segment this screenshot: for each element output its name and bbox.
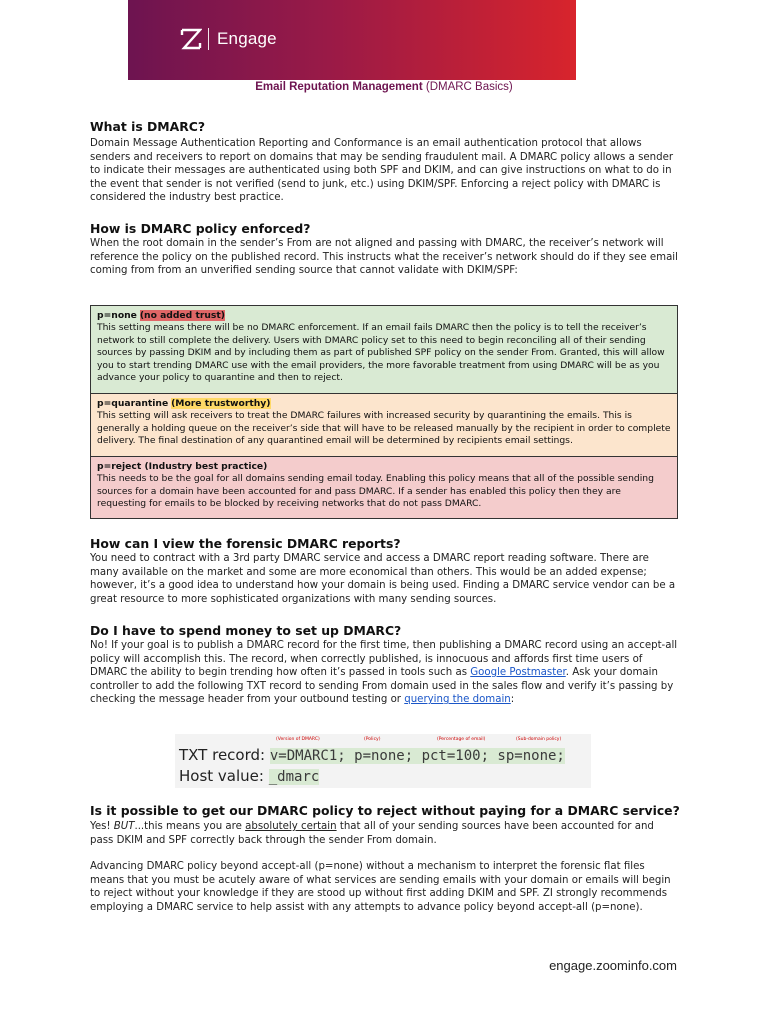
section-heading: How is DMARC policy enforced? (90, 221, 311, 236)
body-text: . Ask your domain controller to add the following TXT record to sending From domain used in the sales flow and verify it’s passing by checking the message header from your outbound testing or (90, 667, 674, 706)
section-body (90, 639, 680, 707)
policy-title (97, 310, 671, 322)
policy-none-row (91, 306, 677, 393)
zoominfo-z-logo-icon (180, 28, 202, 50)
section-body: When the root domain in the sender’s From are not aligned and passing with DMARC, the receiver’s network will reference the policy on the published record. This instructs what the receiver’s network should do if they see email coming from from an unverified sending source that cannot validate with DKIM/SPF: (90, 238, 678, 277)
section-heading: What is DMARC? (90, 119, 206, 134)
querying-domain-link[interactable]: querying the domain (404, 694, 511, 706)
emphasis-text: BUT (113, 821, 135, 832)
body-text: Yes! (90, 821, 114, 832)
body-text: ...this means you are (134, 821, 246, 832)
section-forensic-reports (90, 536, 680, 606)
policy-name: p=none (97, 310, 137, 321)
underlined-text: absolutely certain (245, 821, 337, 832)
host-value-line (179, 767, 319, 785)
brand-logo (180, 28, 277, 50)
txt-record-block (175, 734, 591, 788)
body-text: No! If your goal is to publish a DMARC record for the first time, then publishing a DMARC record using an accept-all policy will accomplish this. The record, when correctly published, is innocuous and affords first time users of DMARC the ability to begin trending how often it’s passed in tools such as (90, 640, 678, 679)
google-postmaster-link[interactable]: Google Postmaster (470, 667, 566, 679)
document-title-main: Email Reputation Management (255, 81, 423, 93)
section-body (90, 820, 680, 847)
txt-record-line (179, 746, 565, 764)
logo-divider (208, 28, 209, 50)
policy-table (90, 305, 678, 519)
policy-tag: (no added trust) (139, 310, 225, 321)
annotation-policy: (Policy) (364, 737, 381, 742)
policy-name: p=reject (Industry best practice) (97, 461, 268, 472)
txt-record-value: v=DMARC1; p=none; pct=100; sp=none; (269, 748, 565, 764)
section-spend-money (90, 623, 680, 707)
section-policy-enforced (90, 221, 680, 278)
section-heading: Is it possible to get our DMARC policy to reject without paying for a DMARC service? (90, 803, 680, 818)
annotation-subdomain: (Sub-domain policy) (516, 737, 562, 742)
policy-description: This needs to be the goal for all domains sending email today. Enabling this policy means that all of the possible sending sources for a domain have been accounted for and pass DMARC. If a sender has enabled this policy then they are requesting for emails to be blocked by receiving networks that do not pass DMARC. (97, 473, 654, 510)
brand-name: Engage (217, 29, 277, 48)
policy-description: This setting will ask receivers to treat the DMARC failures with increased security by quarantining the emails. This is generally a holding queue on the receiver’s side that will have to be released manually by the recipient in order to complete delivery. The final destination of any quarantined email will be determined by recipients email settings. (97, 410, 671, 447)
policy-title (97, 398, 671, 410)
body-text: that all of your sending sources have been accounted for and pass DKIM and SPF correctly back through the sender From domain. (90, 821, 654, 846)
policy-tag: (More trustworthy) (171, 398, 271, 409)
policy-name: p=quarantine (97, 398, 169, 409)
annotation-percentage: (Percentage of email) (437, 737, 486, 742)
section-body: You need to contract with a 3rd party DMARC service and access a DMARC report reading software. There are many available on the market and some are more economical than others. This would be an added expense; however, it’s a good idea to understand how your domain is being used. Finding a DMARC service vendor can be a great resource to more sophisticated organizations with many sending sources. (90, 553, 676, 605)
section-heading: Do I have to spend money to set up DMARC? (90, 623, 402, 638)
host-value-label: Host value: (179, 767, 264, 785)
section-reject-without-service (90, 803, 680, 915)
annotation-version: (Version of DMARC) (276, 737, 320, 742)
section-body: Advancing DMARC policy beyond accept-all (p=none) without a mechanism to interpret the forensic flat files means that you must be acutely aware of what services are sending emails with your domain or emails will begin to reject without your knowledge if they are stood up without first adding DKIM and SPF. ZI strongly recommends employing a DMARC service to help assist with any attempts to advance policy beyond accept-all (p=none). (90, 861, 671, 913)
body-text: : (510, 694, 515, 706)
section-body: Domain Message Authentication Reporting and Conformance is an email authentication protocol that allows senders and receivers to report on domains that may be sending fraudulent mail. A DMARC policy allows a sender to indicate their messages are authenticated using both SPF and DKIM, and can give instructions on what to do in the event that sender is not verified (send to junk, etc.) using DKIM/SPF. Enforcing a reject policy with DMARC is considered the industry best practice. (90, 138, 674, 204)
section-what-is-dmarc (90, 119, 680, 205)
policy-description: This setting means there will be no DMARC enforcement. If an email fails DMARC then the policy is to tell the receiver’s network to still complete the delivery. Users with DMARC policy set to this need to begin reconciling all of their sending sources by passing DKIM and by including them as part of published SPF policy on the sender From. Granted, this will allow you to start trending DMARC use with the email providers, the more favorable treatment from using DMARC will be as you advance your policy to quarantine and then to reject. (97, 322, 665, 384)
txt-record-label: TXT record: (179, 746, 266, 764)
header-banner (128, 0, 576, 80)
document-title (0, 81, 768, 93)
policy-reject-row (91, 456, 677, 518)
policy-quarantine-row (91, 393, 677, 456)
document-title-sub: (DMARC Basics) (425, 81, 513, 93)
section-heading: How can I view the forensic DMARC reports? (90, 536, 401, 551)
footer-url: engage.zoominfo.com (549, 958, 677, 973)
host-value: _dmarc (268, 769, 320, 785)
